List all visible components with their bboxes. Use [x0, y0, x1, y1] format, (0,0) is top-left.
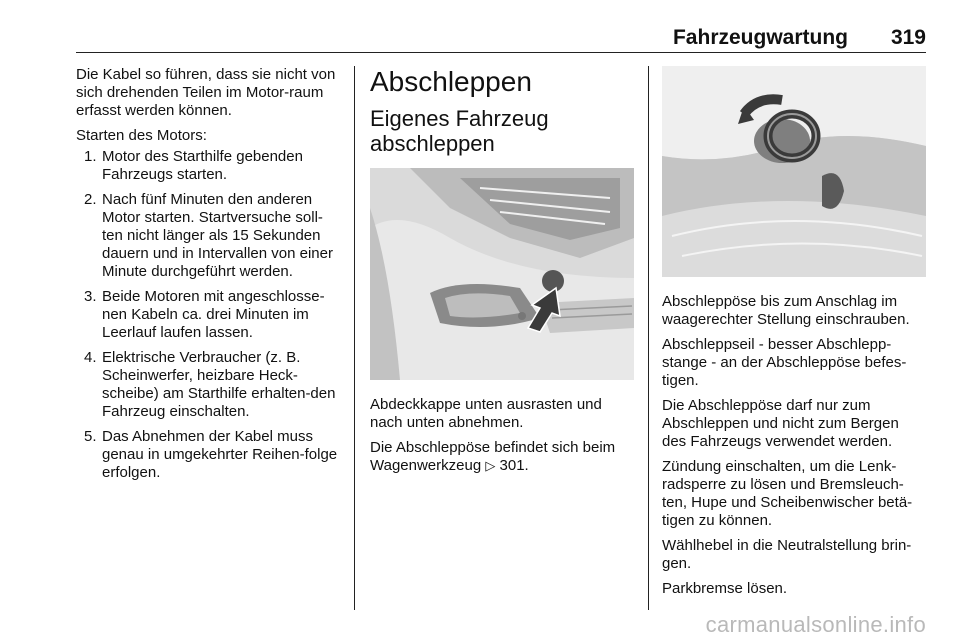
paragraph: Zündung einschalten, um die Lenk-radsperre zu lösen und Bremsleuch-ten, Hupe und Scheibenwischer betä-tigen zu können. [662, 458, 913, 529]
list-item: 4. Elektrische Verbraucher (z. B. Scheinwerfer, heizbare Heck-scheibe) am Starthilfe erhalten-den Fahrzeug einschalten. [84, 349, 336, 420]
tow-eye-location-paragraph: Die Abschleppöse befindet sich beim Wagenwerkzeug ▷ 301. [370, 439, 616, 474]
column-divider [648, 66, 649, 610]
tow-cover-photo [370, 168, 634, 380]
paragraph: Abschleppseil - besser Abschlepp-stange - an der Abschleppöse befes-tigen. [662, 336, 907, 389]
column-divider [354, 66, 355, 610]
tow-eye-photo [662, 66, 926, 277]
subsection-title: Eigenes Fahrzeug abschleppen [370, 106, 549, 156]
steps-heading: Starten des Motors: [76, 127, 207, 144]
page-reference-link[interactable]: 301. [499, 457, 529, 474]
steps-list [76, 148, 342, 482]
chapter-title: Fahrzeugwartung [672, 26, 848, 49]
list-item: 5. Das Abnehmen der Kabel muss genau in umgekehrter Reihen-folge erfolgen. [84, 428, 338, 481]
column-middle [370, 66, 634, 482]
intro-paragraph: Die Kabel so führen, dass sie nicht von sich drehenden Teilen im Motor-raum erfasst werden können. [76, 66, 336, 119]
paragraph: Abschleppöse bis zum Anschlag im waagerechter Stellung einschrauben. [662, 293, 910, 328]
list-item: 2. Nach fünf Minuten den anderen Motor starten. Startversuche soll-ten nicht länger als 15 Sekunden dauern und in Intervallen von einer Minute durchgeführt werden. [84, 191, 333, 280]
tow-eye-illustration [662, 66, 926, 277]
paragraph: Die Abschleppöse darf nur zum Abschleppen und nicht zum Bergen des Fahrzeugs verwendet werden. [662, 397, 899, 450]
bumper-cover-illustration [370, 168, 634, 380]
list-item: 1. Motor des Starthilfe gebenden Fahrzeugs starten. [84, 148, 303, 183]
page-number: 319 [890, 26, 926, 49]
column-left [76, 66, 342, 489]
column-right [662, 66, 926, 605]
cover-removal-paragraph: Abdeckkappe unten ausrasten und nach unten abnehmen. [370, 396, 602, 431]
page-reference-icon: ▷ [485, 458, 496, 473]
section-title: Abschleppen [370, 66, 532, 97]
paragraph: Parkbremse lösen. [662, 580, 788, 597]
page-header [76, 26, 926, 53]
list-item: 3. Beide Motoren mit angeschlosse-nen Kabeln ca. drei Minuten im Leerlauf laufen lassen. [84, 288, 325, 341]
paragraph: Wählhebel in die Neutralstellung brin-gen. [662, 537, 912, 572]
watermark: carmanualsonline.info [705, 612, 926, 637]
